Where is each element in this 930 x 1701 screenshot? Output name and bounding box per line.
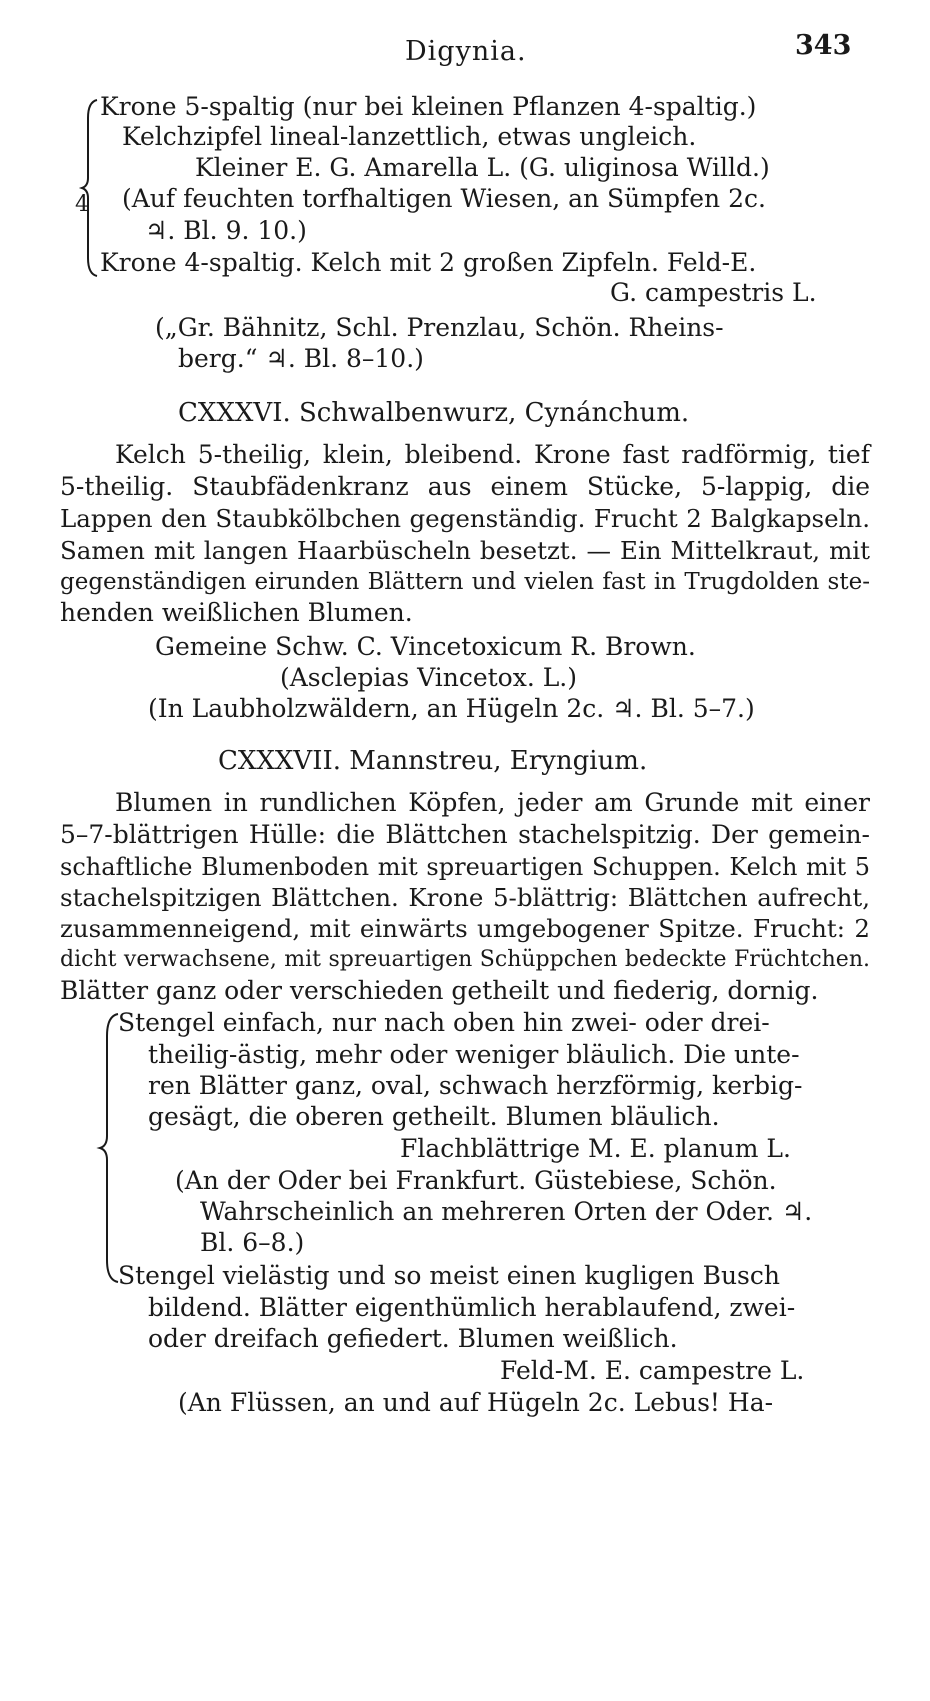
running-head: Digynia. [405,36,527,67]
text-line: zusammenneigend, mit einwärts umgebogener Spitze. Frucht: 2 [60,914,870,943]
synonym-line: (Asclepias Vincetox. L.) [280,663,578,692]
text-line: Kelch 5-theilig, klein, bleibend. Krone fast radförmig, tief [115,440,870,469]
locality-line: (In Laubholzwäldern, an Hügeln 2c. ♃. Bl. 5–7.) [148,694,755,723]
locality-line: Wahrscheinlich an mehreren Orten der Oder. ♃. [200,1197,813,1226]
species-line: Flachblättrige M. E. planum L. [400,1134,791,1163]
locality-line: (An der Oder bei Frankfurt. Güstebiese, Schön. [175,1166,777,1195]
key-line: Krone 5-spaltig (nur bei kleinen Pflanzen 4-spaltig.) [100,92,757,121]
text-line: gegenständigen eirunden Blättern und vielen fast in Trugdolden ste- [60,569,870,595]
text-line: schaftliche Blumenboden mit spreuartigen Schuppen. Kelch mit 5 [60,853,870,881]
key-line: ren Blätter ganz, oval, schwach herzförmig, kerbig- [148,1071,803,1100]
text-line: dicht verwachsene, mit spreuartigen Schüppchen bedeckte Früchtchen. [60,947,870,972]
key-line: gesägt, die oberen getheilt. Blumen bläulich. [148,1102,720,1131]
text-line: Lappen den Staubkölbchen gegenständig. Frucht 2 Balgkapseln. [60,504,870,533]
species-line: Feld-M. E. campestre L. [500,1356,805,1385]
text-line: Samen mit langen Haarbüscheln besetzt. — Ein Mittelkraut, mit [60,536,870,565]
locality-line: (An Flüssen, an und auf Hügeln 2c. Lebus! Ha- [178,1388,774,1417]
key-line: Stengel vielästig und so meist einen kugligen Busch [118,1261,780,1290]
locality-line: („Gr. Bähnitz, Schl. Prenzlau, Schön. Rheins- [155,313,724,342]
species-line: Kleiner E. G. Amarella L. (G. uliginosa Willd.) [195,153,770,182]
locality-line: Bl. 6–8.) [200,1228,305,1257]
key-brace-1 [82,98,102,278]
text-line: 5–7-blättrigen Hülle: die Blättchen stachelspitzig. Der gemein- [60,820,870,849]
text-line: henden weißlichen Blumen. [60,598,413,627]
page-header [0,30,930,70]
key-line: oder dreifach gefiedert. Blumen weißlich. [148,1324,678,1353]
key-brace-2 [100,1012,122,1284]
key-line: Stengel einfach, nur nach oben hin zwei- oder drei- [118,1008,770,1037]
text-line: 5-theilig. Staubfädenkranz aus einem Stücke, 5-lappig, die [60,472,870,501]
key-line: bildend. Blätter eigenthümlich herablaufend, zwei- [148,1293,796,1322]
key-index: 4 [75,192,89,217]
locality-line: berg.“ ♃. Bl. 8–10.) [178,344,424,373]
key-line: Krone 4-spaltig. Kelch mit 2 großen Zipfeln. Feld-E. [100,248,757,277]
key-line: ♃. Bl. 9. 10.) [145,216,307,245]
key-line: Kelchzipfel lineal-lanzettlich, etwas ungleich. [122,122,697,151]
species-line: G. campestris L. [610,278,817,307]
key-line: (Auf feuchten torfhaltigen Wiesen, an Sümpfen 2c. [122,184,766,213]
page-number: 343 [795,30,852,61]
section-heading: CXXXVII. Mannstreu, Eryngium. [218,746,648,776]
text-line: stachelspitzigen Blättchen. Krone 5-blättrig: Blättchen aufrecht, [60,883,870,912]
key-line: theilig-ästig, mehr oder weniger bläulich. Die unte- [148,1040,800,1069]
text-line: Blätter ganz oder verschieden getheilt und fiederig, dornig. [60,976,819,1005]
species-line: Gemeine Schw. C. Vincetoxicum R. Brown. [155,632,696,661]
text-line: Blumen in rundlichen Köpfen, jeder am Grunde mit einer [115,788,870,817]
section-heading: CXXXVI. Schwalbenwurz, Cynánchum. [178,398,690,428]
